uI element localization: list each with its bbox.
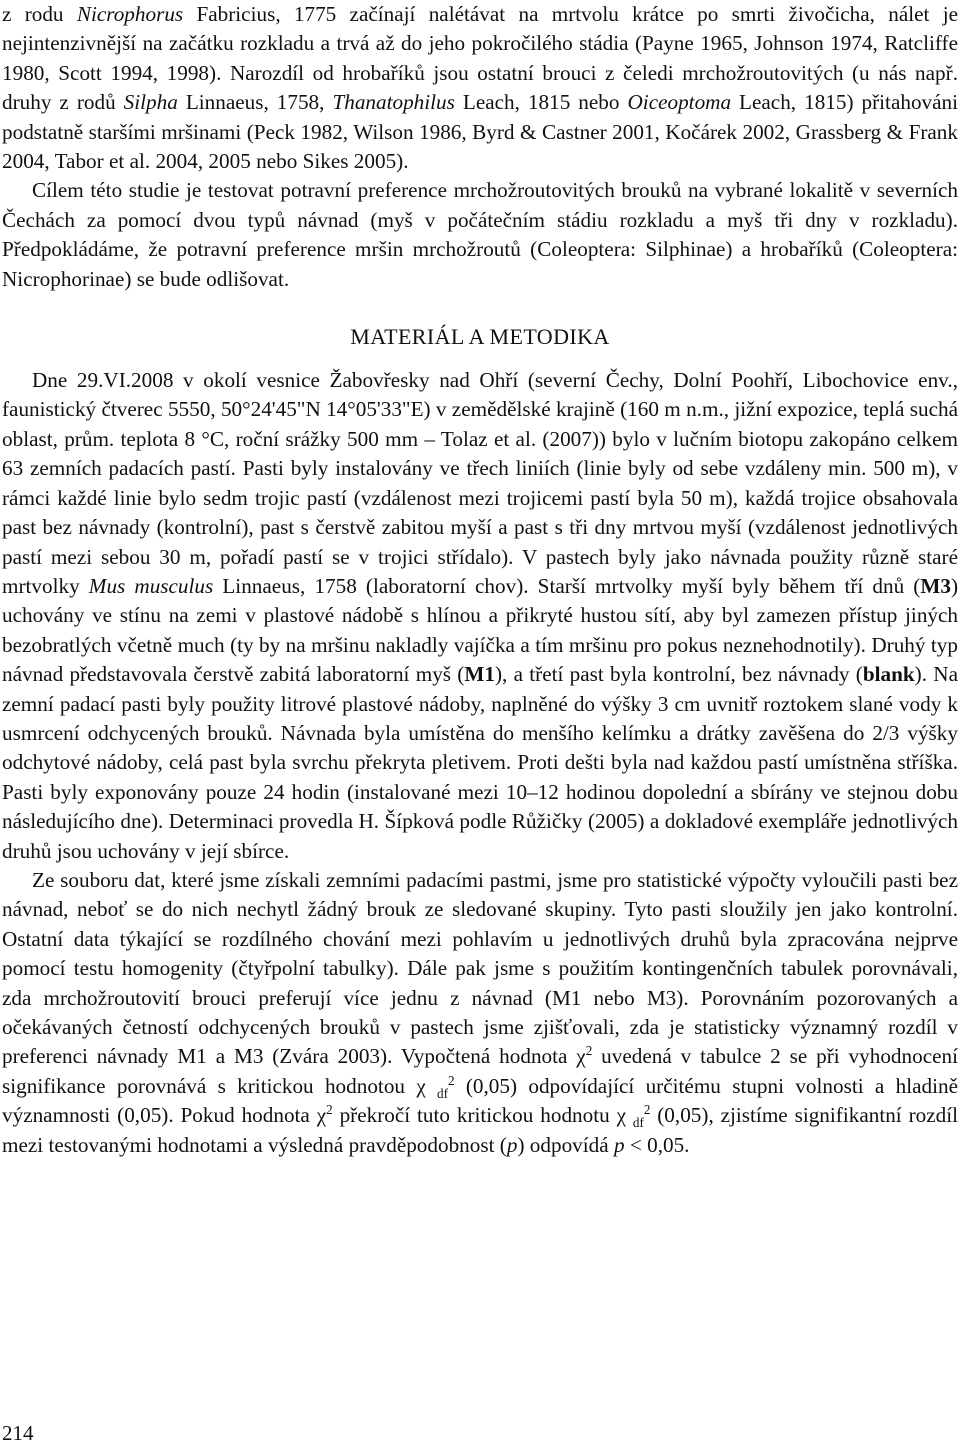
methods-paragraph: Dne 29.VI.2008 v okolí vesnice Žabovřesky nad Ohří (severní Čechy, Dolní Poohří, Libochovice env., faunistický čtverec 5550, 50°24'45"N 14°05'33"E) v zemědělské krajině (160 m n.m., jižní expozice, teplá suchá oblast, prům. teplota 8 °C, roční srážky 500 mm – Tolaz et al. (2007)) bylo v lučním biotopu zakopáno celkem 63 zemních padacích pastí. Pasti byly instalovány ve třech liniích (linie byly od sebe vzdáleny min. 500 m), v rámci každé linie bylo sedm trojic pastí (vzdálenost mezi trojicemi pastí byla 50 m), každá trojice obsahovala past bez návnady (kontrolní), past s čerstvě zabitou myší a past s tři dny mrtvou myší (vzdálenost jednotlivých pastí mezi sebou 30 m, pořadí pastí se v trojici střídalo). V pastech byly jako návnada použity různě staré mrtvolky Mus musculus Linnaeus, 1758 (laboratorní chov). Starší mrtvolky myší byly během tří dnů (M3) uchovány ve stínu na zemi v plastové nádobě s hlínou a přikryté hustou sítí, aby byl zamezen přístup jiných bezobratlých včetně much (ty by na mršinu nakladly vajíčka a tím mršinu pro pokus neznehodnotily). Druhý typ návnad představovala čerstvě zabitá laboratorní myš (M1), a třetí past byla kontrolní, bez návnady (blank). Na zemní padací pasti byly použity litrové plastové nádoby, naplněné do výšky 3 cm uvnitř roztokem slané vody k usmrcení odchycených brouků. Návnada byla umístěna do menšího kelímku a drátky zavěšena do 2/3 výšky odchytové nádoby, celá past byla svrchu překryta pletivem. Proti dešti byla nad každou pastí umístněna stříška. Pasti byly exponovány pouze 24 hodin (instalované mezi 10–12 hodinou dopolední a sbírány ve stejnou dobu následujícího dne). Determinaci provedla H. Šípková podle Růžičky (2005) a dokladové exempláře jednotlivých druhů jsou uchovány v její sbírce. [2,368,959,863]
section-heading: MATERIÁL A METODIKA [350,324,610,350]
statistics-paragraph: Ze souboru dat, které jsme získali zemními padacími pastmi, jsme pro statistické výpočty vyloučili pasti bez návnad, neboť se do nich nechytl žádný brouk ze sledované skupiny. Tyto pasti sloužily jen jako kontrolní. Ostatní data týkající se rozdílného chování mezi pohlavím u jednotlivých druhů byla zpracována nejprve pomocí testu homogenity (čtyřpolní tabulky). Dále pak jsme s použitím kontingenčních tabulek porovnávali, zda mrchožroutovití brouci preferují více jednu z návnad (M1 nebo M3). Porovnáním pozorovaných a očekávaných četností odchycených brouků v pastech jsme zjišťovali, zda je statisticky významný rozdíl v preferenci návnady M1 a M3 (Zvára 2003). Vypočtená hodnota $\chi^2$ uvedená v tabulce 2 se při vyhodnocení signifikance porovnává s kritickou hodnotou χ $_{df}^2$ (0,05) odpovídající určitému stupni volnosti a hladině významnosti (0,05). Pokud hodnota $\chi^2$ překročí tuto kritickou hodnotu χ $_{df}^2$ (0,05), zjistíme signifikantní rozdíl mezi testovanými hodnotami a výsledná pravděpodobnost (p) odpovídá p < 0,05. [2,867,958,1157]
page-number: 214 [2,1421,34,1445]
intro-paragraph-continued: z rodu Nicrophorus Fabricius, 1775 začínají nalétávat na mrtvolu krátce po smrti živočicha, nálet je nejintenzivnější na začátku rozkladu a trvá až do jeho pokročilého stádia (Payne 1965, Johnson 1974, Ratcliffe 1980, Scott 1994, 1998). Narozdíl od hrobaříků jsou ostatní brouci z čeledi mrchožroutovitých (u nás např. druhy z rodů Silpha Linnaeus, 1758, Thanatophilus Leach, 1815 nebo Oiceoptoma Leach, 1815) přitahováni podstatně staršími mršinami (Peck 1982, Wilson 1986, Byrd & Castner 2001, Kočárek 2002, Grassberg & Frank 2004, Tabor et al. 2004, 2005 nebo Sikes 2005). [2,2,959,174]
aim-paragraph: Cílem této studie je testovat potravní preference mrchožroutovitých brouků na vybrané lokalitě v severních Čechách za pomocí dvou typů návnad (myš v počátečním stádiu rozkladu a myš tři dny v rozkladu). Předpokládáme, že potravní preference mršin mrchožroutů (Coleoptera: Silphinae) a hrobaříků (Coleoptera: Nicrophorinae) se bude odlišovat. [2,178,958,291]
page-content [2,0,958,1160]
